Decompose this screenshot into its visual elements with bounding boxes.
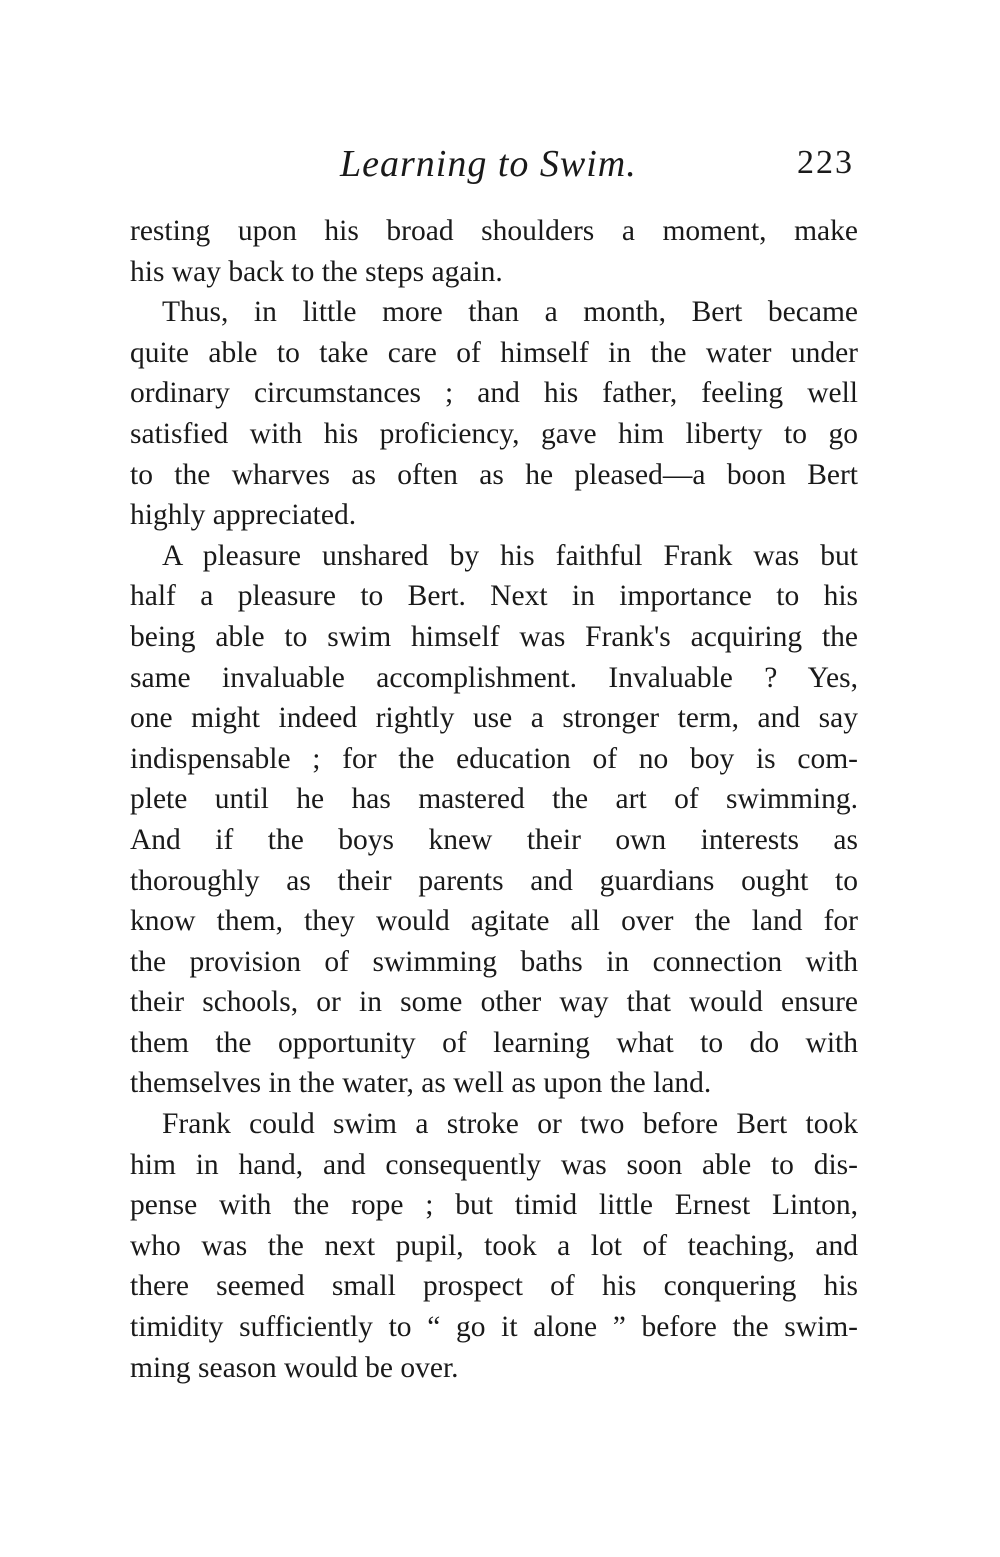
text-line: And if the boys knew their own interests as [130,823,858,856]
paragraph [130,1104,858,1388]
text-line: Frank could swim a stroke or two before Bert took [162,1108,858,1141]
text-line: quite able to take care of himself in the water under [130,336,858,369]
text-line: Thus, in little more than a month, Bert became [162,296,858,329]
text-line: who was the next pupil, took a lot of teaching, and [130,1229,858,1262]
text-line: half a pleasure to Bert. Next in importance to his [130,580,858,613]
text-line: highly appreciated. [130,499,357,532]
page-number: 223 [797,144,854,181]
body-text [130,211,858,1388]
text-line: thoroughly as their parents and guardians ought to [130,864,858,897]
running-title: Learning to Swim. [340,143,637,185]
paragraph [130,292,858,536]
text-line: themselves in the water, as well as upon the land. [130,1067,712,1100]
paragraph [130,536,858,1104]
text-line: their schools, or in some other way that would ensure [130,986,858,1019]
text-line: one might indeed rightly use a stronger term, and say [130,702,858,735]
text-line: being able to swim himself was Frank's acquiring the [130,620,858,653]
text-line: him in hand, and consequently was soon able to dis- [130,1148,858,1181]
text-line: know them, they would agitate all over the land for [130,905,858,938]
text-line: ordinary circumstances ; and his father, feeling well [130,377,858,410]
text-line: ming season would be over. [130,1351,459,1384]
text-line: timidity sufficiently to “ go it alone ” before the swim- [130,1311,858,1344]
paragraph [130,211,858,292]
text-line: resting upon his broad shoulders a moment, make [130,215,858,247]
text-line: them the opportunity of learning what to do with [130,1026,858,1059]
text-line: to the wharves as often as he pleased—a boon Bert [130,458,858,491]
text-line: same invaluable accomplishment. Invaluable ? Yes, [130,661,858,694]
text-line: pense with the rope ; but timid little Ernest Linton, [130,1189,858,1222]
text-line: satisfied with his proficiency, gave him liberty to go [130,417,858,450]
running-head [130,142,858,192]
text-line: his way back to the steps again. [130,255,503,288]
text-line: A pleasure unshared by his faithful Frank was but [162,539,858,572]
text-line: there seemed small prospect of his conquering his [130,1270,858,1303]
text-line: plete until he has mastered the art of swimming. [130,783,858,816]
text-line: indispensable ; for the education of no boy is com- [130,742,858,775]
text-line: the provision of swimming baths in connection with [130,945,858,978]
